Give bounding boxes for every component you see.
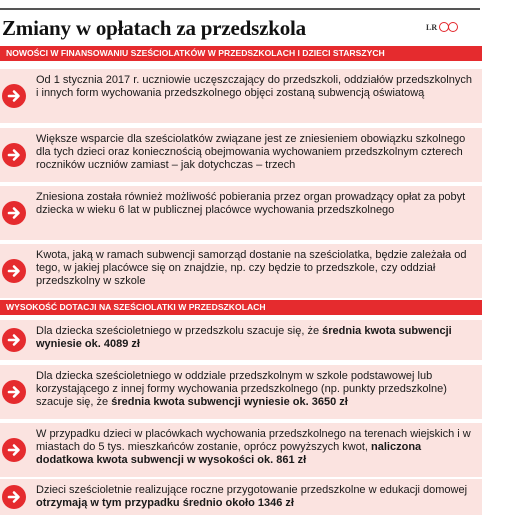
item-text bbox=[36, 484, 476, 510]
item-text-regular: Dla dziecka sześcioletniego w oddziale przedszkolnym w szkole podstawowej lub korzystającego z innej formy wychowania przedszkolnego (np. punkty przedszkolne) szacuje się, że bbox=[36, 370, 447, 408]
item-text-regular: Dzieci sześcioletnie realizujące roczne przygotowanie przedszkolne w edukacji domowej bbox=[36, 484, 468, 496]
item-text-regular: Dla dziecka sześcioletniego w przedszkolu szacuje się, że bbox=[36, 325, 323, 337]
brand-initials: LR bbox=[426, 22, 438, 32]
arrow-right-circle-icon bbox=[2, 259, 26, 283]
list-item bbox=[0, 320, 482, 360]
item-text bbox=[36, 428, 476, 467]
section-header-subsidy: WYSOKOŚĆ DOTACJI NA SZEŚCIOLATKI W PRZEDSZKOLACH bbox=[0, 300, 482, 315]
double-circle-logo-icon bbox=[440, 22, 458, 32]
item-text bbox=[36, 370, 476, 409]
item-text: Większe wsparcie dla sześciolatków związane jest ze zniesieniem obowiązku szkolnego dla tych dzieci oraz koniecznością obejmowania wychowaniem przedszkolnym czterech roczników uczniów zamiast – jak dotychczas – trzech bbox=[36, 133, 466, 171]
list-item bbox=[0, 186, 482, 240]
item-text-bold: średnia kwota subwencji wyniesie ok. 4089 zł bbox=[36, 325, 452, 350]
item-text-bold: średnia kwota subwencji wyniesie ok. 3650 zł bbox=[111, 396, 348, 408]
item-text-regular: W przypadku dzieci w placówkach wychowania przedszkolnego na terenach wiejskich i w miastach do 5 tys. mieszkańców zostanie, oprócz powyższych kwot, bbox=[36, 428, 471, 453]
arrow-right-circle-icon bbox=[2, 328, 26, 352]
list-item bbox=[0, 244, 482, 298]
arrow-right-circle-icon bbox=[2, 84, 26, 108]
item-text bbox=[36, 325, 476, 351]
item-text-bold: naliczona dodatkowa kwota subwencji w wysokości ok. 861 zł bbox=[36, 441, 422, 466]
list-item bbox=[0, 365, 482, 419]
arrow-right-circle-icon bbox=[2, 485, 26, 509]
list-item bbox=[0, 423, 482, 477]
page-title: Zmiany w opłatach za przedszkola bbox=[2, 16, 306, 40]
item-text: Kwota, jaką w ramach subwencji samorząd dostanie na sześciolatka, będzie zależała od tego, w jakiej placówce się on znajdzie, np. czy będzie to przedszkole, czy oddział przedszkolny w szkole bbox=[36, 249, 467, 287]
list-item bbox=[0, 128, 482, 182]
brand-mark bbox=[426, 22, 458, 32]
item-text-bold: otrzymają w tym przypadku średnio około 1346 zł bbox=[36, 497, 294, 509]
top-rule bbox=[0, 8, 480, 10]
list-item bbox=[0, 479, 482, 515]
arrow-right-circle-icon bbox=[2, 201, 26, 225]
list-item bbox=[0, 69, 482, 123]
section-header-news: NOWOŚCI W FINANSOWANIU SZEŚCIOLATKÓW W PRZEDSZKOLACH I DZIECI STARSZYCH bbox=[0, 46, 482, 61]
item-text: Od 1 stycznia 2017 r. uczniowie uczęszczający do przedszkoli, oddziałów przedszkolnych i innych form wychowania przedszkolnego objęci zostaną subwencją oświatową bbox=[36, 74, 472, 99]
arrow-right-circle-icon bbox=[2, 380, 26, 404]
arrow-right-circle-icon bbox=[2, 438, 26, 462]
arrow-right-circle-icon bbox=[2, 143, 26, 167]
item-text: Zniesiona została również możliwość pobierania przez organ prowadzący opłat za pobyt dziecka w wieku 6 lat w publicznej placówce wychowania przedszkolnego bbox=[36, 191, 466, 216]
